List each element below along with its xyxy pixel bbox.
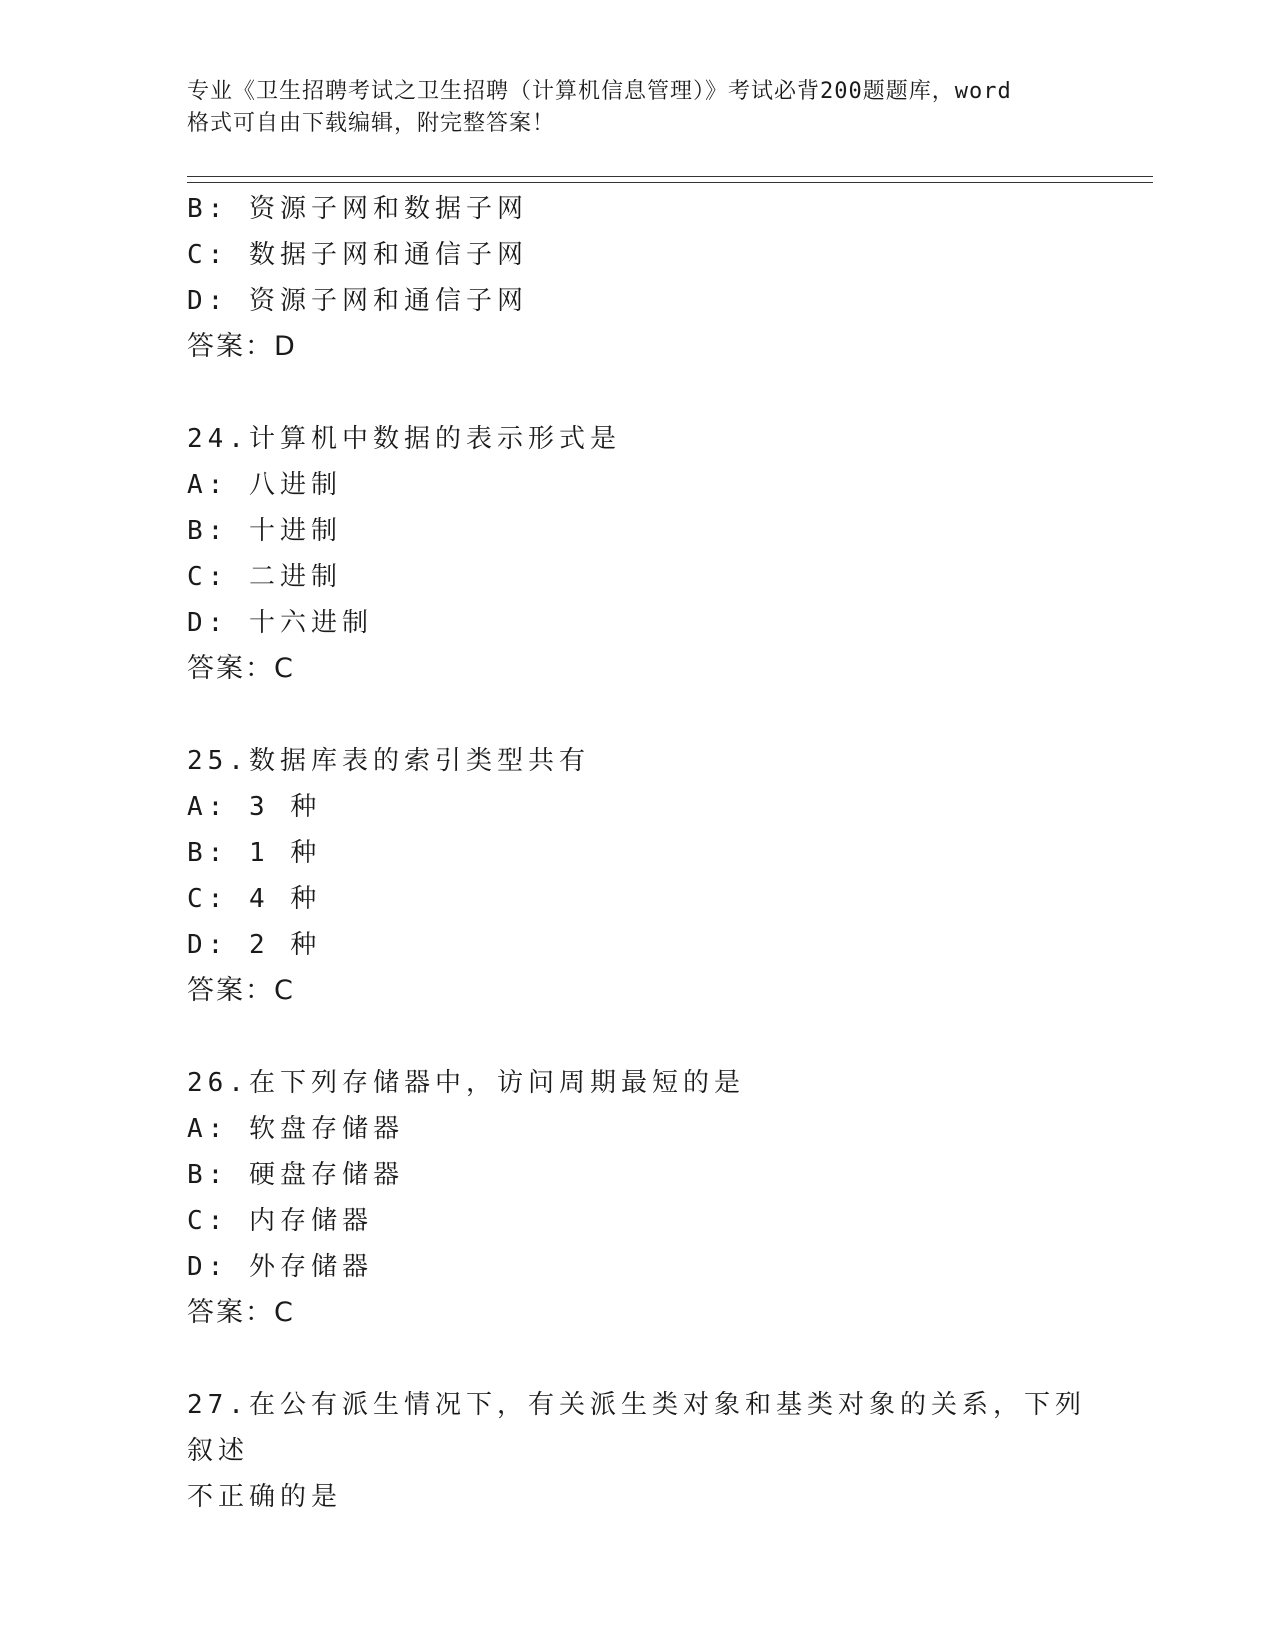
answer-label: 答案：C — [187, 1297, 295, 1328]
option-d: D: 资源子网和通信子网 — [187, 286, 528, 316]
question-25 — [187, 738, 1087, 1014]
question-title: 27.在公有派生情况下，有关派生类对象和基类对象的关系，下列叙述 不正确的是 — [187, 1390, 1086, 1512]
option-b: B: 十进制 — [187, 516, 342, 546]
answer-label: 答案：C — [187, 975, 295, 1006]
option-b: B: 硬盘存储器 — [187, 1160, 404, 1190]
header-rule-top — [187, 176, 1153, 177]
question-27 — [187, 1382, 1087, 1520]
question-title: 26.在下列存储器中，访问周期最短的是 — [187, 1068, 745, 1098]
question-list — [187, 186, 1087, 1520]
option-d: D: 十六进制 — [187, 608, 373, 638]
option-d: D: 外存储器 — [187, 1252, 373, 1282]
option-a: A: 3 种 — [187, 792, 322, 822]
option-b: B: 1 种 — [187, 838, 322, 868]
answer-label: 答案：D — [187, 331, 297, 362]
question-26 — [187, 1060, 1087, 1336]
option-a: A: 软盘存储器 — [187, 1114, 404, 1144]
option-d: D: 2 种 — [187, 930, 322, 960]
option-a: A: 八进制 — [187, 470, 342, 500]
document-header: 专业《卫生招聘考试之卫生招聘（计算机信息管理）》考试必背200题题库，word 格式可自由下载编辑，附完整答案！ — [187, 79, 1012, 136]
question-title: 24.计算机中数据的表示形式是 — [187, 424, 621, 454]
question-23-continued — [187, 186, 1087, 370]
option-c: C: 数据子网和通信子网 — [187, 240, 528, 270]
option-c: C: 内存储器 — [187, 1206, 373, 1236]
question-title: 25.数据库表的索引类型共有 — [187, 746, 590, 776]
header-rule-bottom — [187, 182, 1153, 183]
option-c: C: 4 种 — [187, 884, 322, 914]
option-b: B: 资源子网和数据子网 — [187, 194, 528, 224]
question-24 — [187, 416, 1087, 692]
option-c: C: 二进制 — [187, 562, 342, 592]
answer-label: 答案：C — [187, 653, 295, 684]
